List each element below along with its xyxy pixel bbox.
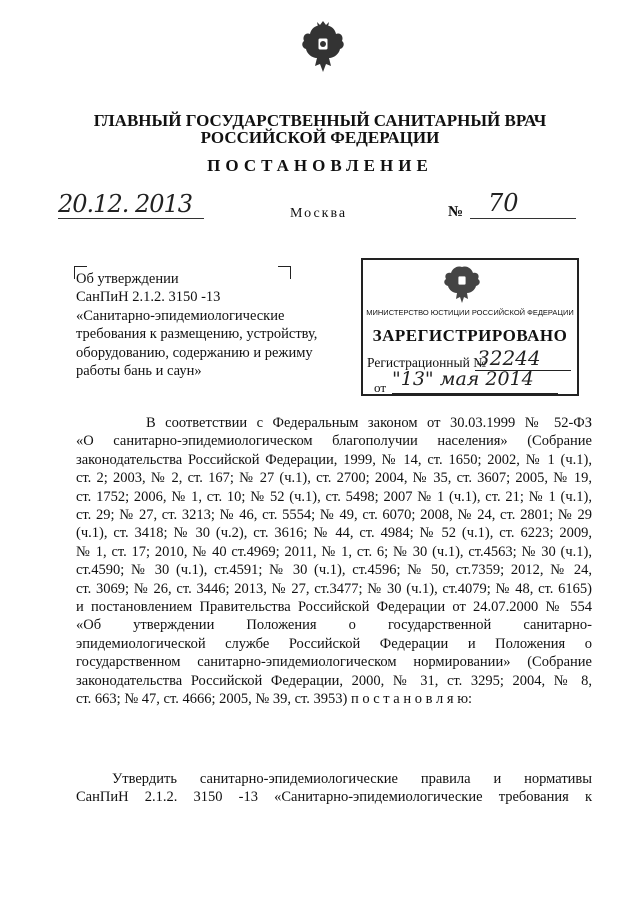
body-line: ст. 2; 2003, № 2, ст. 167; № 27 (ч.1), ст. 2700; 2004, № 35, ст. 3607; 2005, № 19, <box>76 470 592 487</box>
body-line: государственном санитарно-эпидемиологическом нормировании» (Собрание <box>76 654 592 671</box>
document-type-heading: ПОСТАНОВЛЕНИЕ <box>207 156 433 175</box>
body-line: законодательства Российской Федерации, 1999, № 14, ст. 1650; 2002, № 1 (ч.1), <box>76 451 592 468</box>
stamp-registered-label: ЗАРЕГИСТРИРОВАНО <box>372 326 568 345</box>
body-line: (ч.1), ст. 3418; № 30 (ч.2), ст. 3616; № 44, ст. 4984; № 52 (ч.1), ст. 6223; 2009, <box>76 525 592 542</box>
subject-block <box>76 270 346 380</box>
coat-of-arms-emblem <box>298 20 348 80</box>
body-paragraph-1 <box>76 414 592 709</box>
subject-line: требования к размещению, устройству, <box>76 326 318 343</box>
stamp-date-value: "13" мая 2014 <box>392 368 534 390</box>
issuer-title-line2: РОССИЙСКОЙ ФЕДЕРАЦИИ <box>200 128 440 147</box>
body-line: № 1, ст. 17; 2010, № 40 ст.4969; 2011, № 1, ст. 6; № 30 (ч.1), ст.4563; № 30 (ч.1), <box>76 543 592 560</box>
stamp-emblem-icon <box>440 262 484 306</box>
subject-line: Об утверждении <box>76 271 179 287</box>
body-line: Утвердить санитарно-эпидемиологические правила и нормативы <box>112 771 592 787</box>
body-line: и постановлением Правительства Российской Федерации от 24.07.2000 № 554 <box>76 599 592 616</box>
handwritten-date: 20.12. 2013 <box>58 190 193 218</box>
number-label: № <box>448 204 464 220</box>
date-underline <box>58 218 204 219</box>
body-line: В соответствии с Федеральным законом от 30.03.1999 № 52-ФЗ <box>146 415 592 431</box>
body-line: «О санитарно-эпидемиологическом благополучии населения» (Собрание <box>76 433 592 450</box>
body-line: «Об утверждении Положения о государственной санитарно- <box>76 617 592 634</box>
body-line: ст. 3069; № 26, ст. 3446; 2013, № 27, ст.3477; № 30 (ч.1), ст.4079; № 48, ст. 6165) <box>76 580 592 597</box>
body-paragraph-2 <box>76 770 592 807</box>
stamp-date-prefix: от <box>374 380 387 395</box>
body-line: ст. 29; № 27, ст. 3213; № 46, ст. 5554; № 49, ст. 6070; 2008, № 24, ст. 2801; № 29 <box>76 507 592 524</box>
issuer-title-line1: ГЛАВНЫЙ ГОСУДАРСТВЕННЫЙ САНИТАРНЫЙ ВРАЧ <box>93 111 547 130</box>
subject-line: «Санитарно-эпидемиологические <box>76 307 285 324</box>
stamp-date-underline <box>392 393 558 394</box>
stamp-reg-number-value: 32244 <box>477 346 541 370</box>
handwritten-number: 70 <box>488 189 519 217</box>
stamp-reg-number-label: Регистрационный № <box>367 355 487 370</box>
subject-line: работы бань и саун» <box>76 363 202 380</box>
body-line: законодательства Российской Федерации, 2000, № 31, ст. 3295; 2004, № 8, <box>76 672 592 689</box>
body-line: ст.4590; № 30 (ч.1), ст.4591; № 30 (ч.1), ст.4596; № 50, ст.7359; 2012, № 24, <box>76 562 592 579</box>
stamp-ministry-name: МИНИСТЕРСТВО ЮСТИЦИИ РОССИЙСКОЙ ФЕДЕРАЦИИ <box>366 308 574 317</box>
body-line: ст. 663; № 47, ст. 4666; 2005, № 39, ст. 3953) п о с т а н о в л я ю: <box>76 691 473 708</box>
body-line: эпидемиологической службе Российской Федерации и Положения о <box>76 635 592 652</box>
body-line: ст. 1752; 2006, № 1, ст. 10; № 52 (ч.1), ст. 5498; 2007 № 1 (ч.1), ст. 21; № 1 (ч.1), <box>76 488 592 505</box>
body-line: СанПиН 2.1.2. 3150 -13 «Санитарно-эпидемиологические требования к <box>76 789 592 806</box>
subject-line: оборудованию, содержанию и режиму <box>76 344 313 361</box>
city-label: Москва <box>290 206 348 221</box>
number-underline <box>470 218 576 219</box>
subject-line: СанПиН 2.1.2. 3150 -13 <box>76 289 221 306</box>
